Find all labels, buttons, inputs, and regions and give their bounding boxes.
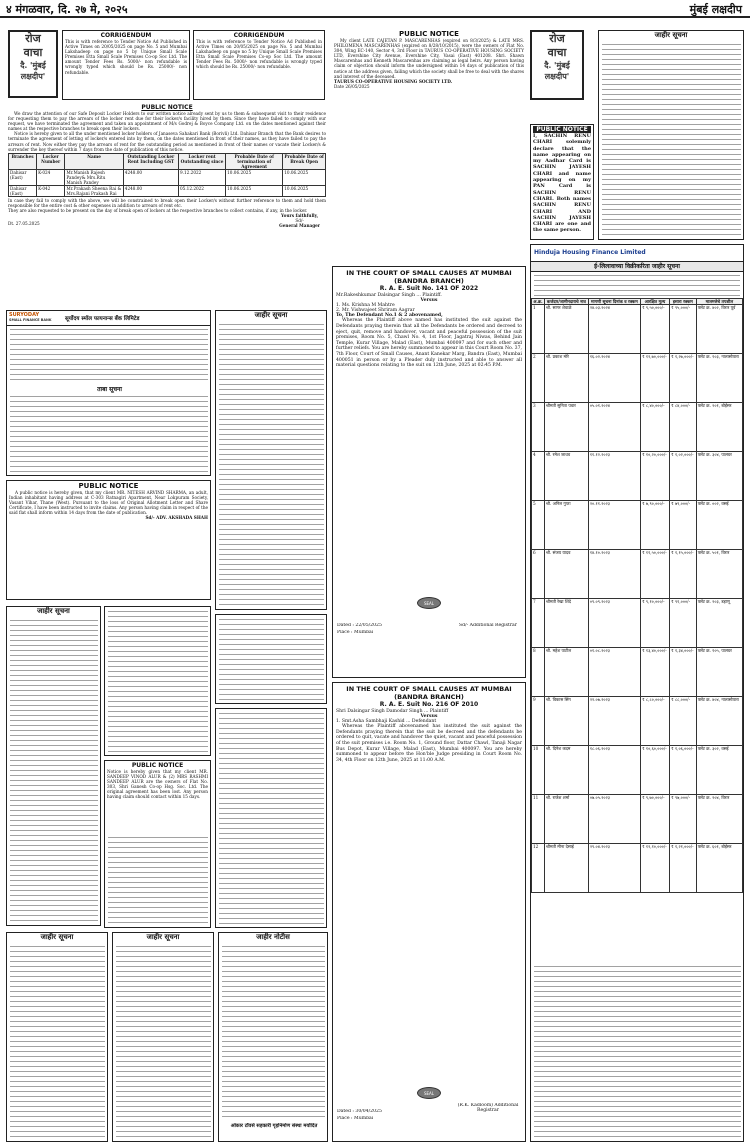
- page-header: [0, 0, 750, 18]
- date-line: ४ मंगळवार, दि. २७ मे, २०२५: [6, 3, 128, 16]
- paper-name: मुंबई लक्षदीप: [689, 3, 742, 16]
- hinduja-cell: श्री. रमेश जाधव: [544, 452, 588, 501]
- locker-cell: 9.12.2022: [179, 169, 226, 185]
- hinduja-cell: श्री. राजेश शर्मा: [544, 795, 588, 844]
- jahir-suchna-1: जाहीर सूचना: [6, 606, 101, 926]
- hinduja-cell: फ्लॅट क्र. २०३, डहाणू: [696, 599, 742, 648]
- locker-cell: 4248.00: [123, 169, 178, 185]
- table-row: [532, 501, 743, 550]
- suryoday-heading: ताबा सूचना: [97, 386, 122, 393]
- hinduja-cell: फ्लॅट क्र. ४०२, विरार पूर्व: [696, 305, 742, 354]
- hinduja-cell: ₹ ७९,०००/-: [669, 501, 696, 550]
- table-row: [532, 697, 743, 746]
- hinduja-cell: ₹ १,२१,०००/-: [669, 844, 696, 893]
- locker-cell: K-024: [37, 169, 65, 185]
- hinduja-cell: फ्लॅट क्र. ३०४, पालघर: [696, 452, 742, 501]
- table-row: [532, 354, 743, 403]
- locker-cell: K-042: [37, 185, 65, 196]
- hinduja-cell: ०७.०५.२०२३: [588, 795, 640, 844]
- hinduja-col-header: आरक्षित मूल्य: [640, 299, 669, 305]
- table-row: [532, 648, 743, 697]
- table-row: [9, 185, 326, 196]
- hinduja-cell: 1: [532, 305, 545, 354]
- hinduja-cell: ₹ १३,४०,०००/-: [640, 648, 669, 697]
- locker-public-notice: PUBLIC NOTICE We draw the attention of our Safe Deposit Locker Holders to our written notice already sent by us to them & subsequent visit to their residence for requesting them to pay the arrears of the locker rent due for their locker/s facility hired by them. Since they have failed to comply with our request, we have terminated the agreement and taken an appointment of M/s Godrej & Boyce Company Ltd. on the dates mentioned against their names at the respective branches to break open their lockers. Notice is hereby given to all the under mentioned locker holders of Janaseva Sahakari Bank (Borivli) Ltd. Dahisar Branch that the Bank desires to terminate the agreement of letting of locker/s entered into by them, on the dates mentioned in front of their names, as they have failed to pay the arrears of rent. Now either they pay the arrears of rent for the outstanding period as mentioned in front of their names or vacate their Locker/s & surrender the key thereof within 7 days from the date of publication of this notice. Branches Locker Number Name Outstanding Locker Rent Including GST Locker rent Outstanding since Probable Date of termination of Agreement Probable Date of Break Open Dahisar (East) K-024 Mr.Manish Rajesh Pandey& Mrs.Ritu Manish Pandey 4248.00 9.12.2022 10.06.2025 10.06.2025 Dahisar (East) K-042 Mr.Prakash Sheena Rai & Mrs.Rajani Prakash Rai 4248.00 05.12.2022 10.06.2025 10.06.2025 In case they fail to comply with the above, we will be constrained to break open their Locker/s without further reference to them and hold them responsible for the entire cost & other expenses in addition to arrears of rent etc. They are also requested to be present on the day of break open of lockers at the respective branches to collect contains, if any, in the locker. Dt. 27.05.2025 Yours faithfully, Sd/- General Manager: [8, 104, 326, 229]
- locker-notice-title: PUBLIC NOTICE: [141, 104, 193, 111]
- hinduja-cell: ₹ ८,४०,०००/-: [640, 403, 669, 452]
- jahir-suchna-2: [104, 606, 211, 756]
- locker-cell: Dahisar (East): [9, 169, 37, 185]
- hinduja-cell: ११.१२.२०२३: [588, 452, 640, 501]
- hinduja-cell: फ्लॅट क्र. १०३, नालासोपारा: [696, 354, 742, 403]
- hinduja-cell: ₹ ९,१०,०००/-: [640, 599, 669, 648]
- hinduja-cell: 7: [532, 599, 545, 648]
- hinduja-cell: फ्लॅट क्र. २०१, बोईसर: [696, 403, 742, 452]
- court-summons-2: IN THE COURT OF SMALL CAUSES AT MUMBAI (BANDRA BRANCH) R. A. E. Suit No. 216 OF 2010 Shri Dalsingar Singh Damodar Singh ... Plaintiff Versus 1. Smt.Asha Sambhaji Kashid ... Defendant Whereas the Plaintiff abovenamed has instituted the suit against the Defendants praying therein that the suit be decreed and the defendants be ordered to quit, vacate and handover the quiet, vacant and peaceful possession of the suit premises i.e. Room No. 1, Ground floor, Dattar Chawl, Tanaji Nagar Bus Depot, Kurar Village, Malad (East), Mumbai 400097. You are hereby summoned to appear before the Hon'ble Judge presiding in Court Room No. 34, 4th Floor on 12th June, 2025 at 11:00 A.M. SEAL Dated : 30/04/2025 Place : Mumbai (R.K. Kadloom) Additional Registrar: [332, 682, 526, 1142]
- table-row: [532, 599, 743, 648]
- hinduja-cell: 8: [532, 648, 545, 697]
- locker-cell: 10.06.2025: [283, 185, 326, 196]
- hinduja-cell: ₹ ९५,०००/-: [669, 305, 696, 354]
- hinduja-cell: ₹ १,३४,०००/-: [669, 648, 696, 697]
- taurus-public-notice: PUBLIC NOTICE My client LATE CAJETAN P. MASCARENHAS (expired on 8/3/2025) & LATE MRS. PHILOMENA MASCARENHAS (expired on 8/28/10/2015), were the owners of Flat No. 304, Wing EC-140, Sector 4, 3rd Floor in TAURUS CO-OPERATIVE HOUSING SOCIETY LTD, Evershine City Avenue, Evershine City, Vasai (East) 401208. Shri. Shawn Mascarenhas and Kenneth Mascarenhas are claiming as legal heirs. Any person having claim or objection should inform the undersigned within 14 days of publication of this notice at the address given, failing which the society shall be free to deal with the shares and interest of the deceased. TAURUS CO-OPERATIVE HOUSING SOCIETY LTD. Date 26/05/2025: [334, 30, 524, 89]
- hinduja-cell: श्री. विकास सिंग: [544, 697, 588, 746]
- table-row: [532, 550, 743, 599]
- hinduja-cell: ₹ १२,७०,०००/-: [640, 354, 669, 403]
- court-summons-1: IN THE COURT OF SMALL CAUSES AT MUMBAI (BANDRA BRANCH) R. A. E. Suit No. 141 OF 2022 Mr.Rakeshkumar Dalsingar Singh ... Plaintiff. Versus 1. Ms. Krishna M Mahtre 2. Mr. Vishwajeet Shriram Aagrar To, The Defendant No.1 & 2 abovenamed, Whereas the Plaintiff above named has instituted the suit against the Defendants praying therein that all the Defendants be ordered and decreed to eject, quit, remove and handover, vacant and peaceful possession of the suit premises, Room No. 5, Chawl No. 4, 1st Floor, Jagatraj Niwas, Behind Jain Temple, Kurar Village, Malad (East), Mumbai 400097 and for such other and further reliefs. You are hereby summoned to appear in this Court Room No. 37, 7th Floor, Court of Small Causes, Anant Kanekar Marg, Bandra (East), Mumbai 400051 in person or by a Pleader duly instructed and able to answer all material questions relating to the suit on 12th June, 2025 at 02:45 P.M. SEAL Dated : 22/05/2025 Place : Mumbai Sd/- Additional Registrar: [332, 266, 526, 678]
- hinduja-cell: ₹ १०,२०,०००/-: [640, 452, 669, 501]
- hinduja-logo: Hinduja Housing Finance Limited: [534, 249, 646, 256]
- locker-cell: Dahisar (East): [9, 185, 37, 196]
- hinduja-cell: श्रीमती मीना देसाई: [544, 844, 588, 893]
- jahir-suchna-3: जाहीर सूचना: [6, 932, 108, 1142]
- public-notice-flat: PUBLIC NOTICE A public notice is hereby given, that my client MR. NITESH ARVIND SHARMA, an adult, Indian inhabitant having address at C-303 Ratnagiri Apartment, Near Lokpuram Society, Vasant Vihar, Thane (West). Pursuant to the loss of Original Allotment Letter and Share Certificate, I have been instructed to invite claims. Any person having claim in respect of the said flat shall inform within 14 days from the date of publication. Sd/- ADV. AKSHADA SHAH: [6, 480, 211, 600]
- hinduja-cell: श्री. सागर शेवाळे: [544, 305, 588, 354]
- locker-cell: 10.06.2025: [226, 185, 283, 196]
- hinduja-cell: ₹ १०,६०,०००/-: [640, 746, 669, 795]
- hinduja-cell: ₹ ७,९०,०००/-: [640, 501, 669, 550]
- hinduja-cell: फ्लॅट क्र. ३०२, वसई: [696, 746, 742, 795]
- hinduja-col-header: कर्जदार/जामीनदाराचे नाव: [544, 299, 588, 305]
- hinduja-cell: ०१.०८.२०२३: [588, 648, 640, 697]
- hinduja-cell: फ्लॅट क्र. ००२, वसई: [696, 501, 742, 550]
- locker-col-header: Probable Date of termination of Agreement: [226, 153, 283, 169]
- hinduja-cell: १६.०२.२०२४: [588, 354, 640, 403]
- promo-box-right: रोज वाचा दै. 'मुंबई लक्षदीप': [530, 30, 584, 100]
- locker-cell: Mr.Prakash Sheena Rai & Mrs.Rajani Prakash Rai: [65, 185, 123, 196]
- hinduja-cell: ₹ १२,१०,०००/-: [640, 844, 669, 893]
- hinduja-cell: 10: [532, 746, 545, 795]
- table-row: [532, 844, 743, 893]
- hinduja-cell: 4: [532, 452, 545, 501]
- hinduja-cell: ₹ ८८,०००/-: [669, 697, 696, 746]
- hinduja-cell: फ्लॅट क्र. ४०४, नालासोपारा: [696, 697, 742, 746]
- locker-table: [8, 153, 326, 197]
- hinduja-cell: २४.०३.२०२४: [588, 305, 640, 354]
- hinduja-col-header: अ.क्र.: [533, 299, 543, 304]
- hinduja-title: ई-लिलावाच्या विक्रीकरिता जाहीर सूचना: [531, 262, 743, 272]
- hinduja-cell: २९.०४.२०२३: [588, 844, 640, 893]
- hinduja-cell: ₹ १,१५,०००/-: [669, 550, 696, 599]
- hinduja-cell: ₹ ८४,०००/-: [669, 403, 696, 452]
- locker-col-header: Locker Number: [37, 153, 65, 169]
- locker-cell: 10.06.2025: [226, 169, 283, 185]
- locker-col-header: Name: [65, 153, 123, 169]
- hinduja-cell: फ्लॅट क्र. २०४, विरार: [696, 795, 742, 844]
- jahir-suchna-6: [215, 614, 327, 704]
- table-row: [9, 169, 326, 185]
- locker-cell: Mr.Manish Rajesh Pandey& Mrs.Ritu Manish Pandey: [65, 169, 123, 185]
- hinduja-cell: श्री. संजय यादव: [544, 550, 588, 599]
- hinduja-cell: श्रीमती रेखा शिंदे: [544, 599, 588, 648]
- hinduja-cell: 2: [532, 354, 545, 403]
- hinduja-cell: 5: [532, 501, 545, 550]
- hinduja-cell: श्री. प्रकाश मोरे: [544, 354, 588, 403]
- jahir-suchna-4: जाहीर सूचना: [112, 932, 214, 1142]
- hinduja-cell: श्री. दिनेश कदम: [544, 746, 588, 795]
- hinduja-cell: ₹ १,०६,०००/-: [669, 746, 696, 795]
- court-seal-1: SEAL: [417, 597, 441, 609]
- hinduja-table: [531, 298, 743, 893]
- hinduja-cell: श्री. महेश पाटील: [544, 648, 588, 697]
- hinduja-cell: ₹ ८,८०,०००/-: [640, 697, 669, 746]
- hinduja-cell: श्रीमती सुनिता पवार: [544, 403, 588, 452]
- sahakari-notice: [215, 708, 327, 928]
- corrigendum-ad-2: CORRIGENDUM This is with reference to Tender Notice Ad Published in Active Times on 20/05/2025 on page No. 5 and Mumbai Lakshadeep on page no 5 by Unique Small Scale Premises Etta Small Scale Premises Co-op Soc Ltd. The amount Tender Fees Rs. 5000/- non refundable is wrongly typed which should be Rs. 25000/- non refundable.: [193, 30, 325, 100]
- jahir-suchna-5: जाहीर सूचना: [215, 310, 327, 610]
- hinduja-cell: १८.०६.२०२३: [588, 746, 640, 795]
- hinduja-cell: ०५.०१.२०२४: [588, 403, 640, 452]
- hinduja-col-header: इसारा रक्कम: [669, 299, 696, 305]
- locker-col-header: Outstanding Locker Rent Including GST: [123, 153, 178, 169]
- locker-cell: 4248.00: [123, 185, 178, 196]
- hinduja-cell: 9: [532, 697, 545, 746]
- corrigendum-title: CORRIGENDUM: [100, 32, 152, 39]
- hinduja-cell: ₹ ९,५०,०००/-: [640, 305, 669, 354]
- hinduja-col-header: मालमत्तेचे तपशील: [696, 299, 742, 305]
- table-row: [532, 305, 743, 354]
- table-row: [532, 795, 743, 844]
- public-notice-small: PUBLIC NOTICE Notice is hereby given that my client MR. SANDEEP VINOD ALUR & (2) MRS RASHMI SANDEEP ALUR are the owners of Flat No. 303, Shri Ganesh Co-op Hsg. Soc. Ltd. The original agreement has been lost. Any person having claim should contact within 15 days.: [104, 760, 211, 928]
- hinduja-cell: फ्लॅट क्र. १०५, पालघर: [696, 648, 742, 697]
- table-row: [532, 746, 743, 795]
- hinduja-cell: १४.१०.२०२३: [588, 550, 640, 599]
- hinduja-cell: श्री. अनिल गुप्ता: [544, 501, 588, 550]
- hinduja-cell: ₹ ११,५०,०००/-: [640, 550, 669, 599]
- corrigendum-body: This is with reference to Tender Notice Ad Published in Active Times on 20/05/2025 on page No. 5 and Mumbai Lakshadeep on page no 5 by Unique Small Scale Premises Etta Small Scale Premises Co-op Soc Ltd. The amount Tender Fees Rs. 5000/- non refundable is wrongly typed which should be Rs. 25000/- non refundable.: [65, 39, 187, 75]
- suryoday-logo: SURYODAY: [9, 312, 40, 318]
- hinduja-cell: ₹ १,२७,०००/-: [669, 354, 696, 403]
- suryoday-bank-notice: SURYODAY SMALL FINANCE BANK सूर्योदय स्मॉल फायनान्स बँक लिमिटेड ताबा सूचना: [6, 310, 211, 476]
- court-seal-2: SEAL: [417, 1087, 441, 1099]
- table-row: [532, 452, 743, 501]
- corrigendum-ad-1: [62, 30, 190, 100]
- hinduja-cell: 11: [532, 795, 545, 844]
- jahir-notice: जाहीर नोटीस ओंकार टॉवर्स सहकारी गृहनिर्माण संस्था मर्यादित: [218, 932, 328, 1142]
- locker-cell: 05.12.2022: [179, 185, 226, 196]
- hinduja-auction-notice: [530, 244, 744, 1142]
- locker-col-header: Probable Date of Break Open: [283, 153, 326, 169]
- hinduja-cell: ₹ ९७,०००/-: [669, 795, 696, 844]
- locker-col-header: Branches: [9, 153, 37, 169]
- hinduja-cell: २०.११.२०२३: [588, 501, 640, 550]
- hinduja-cell: फ्लॅट क्र. ६०१, बोईसर: [696, 844, 742, 893]
- name-change-notice: PUBLIC NOTICE I, SACHIN RENU CHARI solemnly declare that the name appearing on my Aadhar Card is SACHIN JAYESH CHARI and name appearing on my PAN Card is SACHIN RENU CHARI. Both names SACHIN RENU CHARI AND SACHIN JAYESH CHARI are one and the same person.: [530, 124, 594, 240]
- hinduja-cell: फ्लॅट क्र. ५०१, विरार: [696, 550, 742, 599]
- table-row: [532, 403, 743, 452]
- hinduja-cell: ₹ ९,७०,०००/-: [640, 795, 669, 844]
- hinduja-cell: ०९.०९.२०२३: [588, 599, 640, 648]
- hinduja-cell: 12: [532, 844, 545, 893]
- hinduja-cell: ₹ १,०२,०००/-: [669, 452, 696, 501]
- promo-box-left: रोज वाचा दै. 'मुंबई लक्षदीप': [8, 30, 58, 98]
- hinduja-cell: ₹ ९१,०००/-: [669, 599, 696, 648]
- hinduja-cell: 3: [532, 403, 545, 452]
- jahir-suchna-right: जाहीर सूचना: [598, 30, 744, 240]
- hinduja-cell: २२.०७.२०२३: [588, 697, 640, 746]
- hinduja-cell: 6: [532, 550, 545, 599]
- locker-cell: 10.06.2025: [283, 169, 326, 185]
- locker-col-header: Locker rent Outstanding since: [179, 153, 226, 169]
- hinduja-col-header: मागणी सूचना दिनांक व रक्कम: [588, 299, 640, 305]
